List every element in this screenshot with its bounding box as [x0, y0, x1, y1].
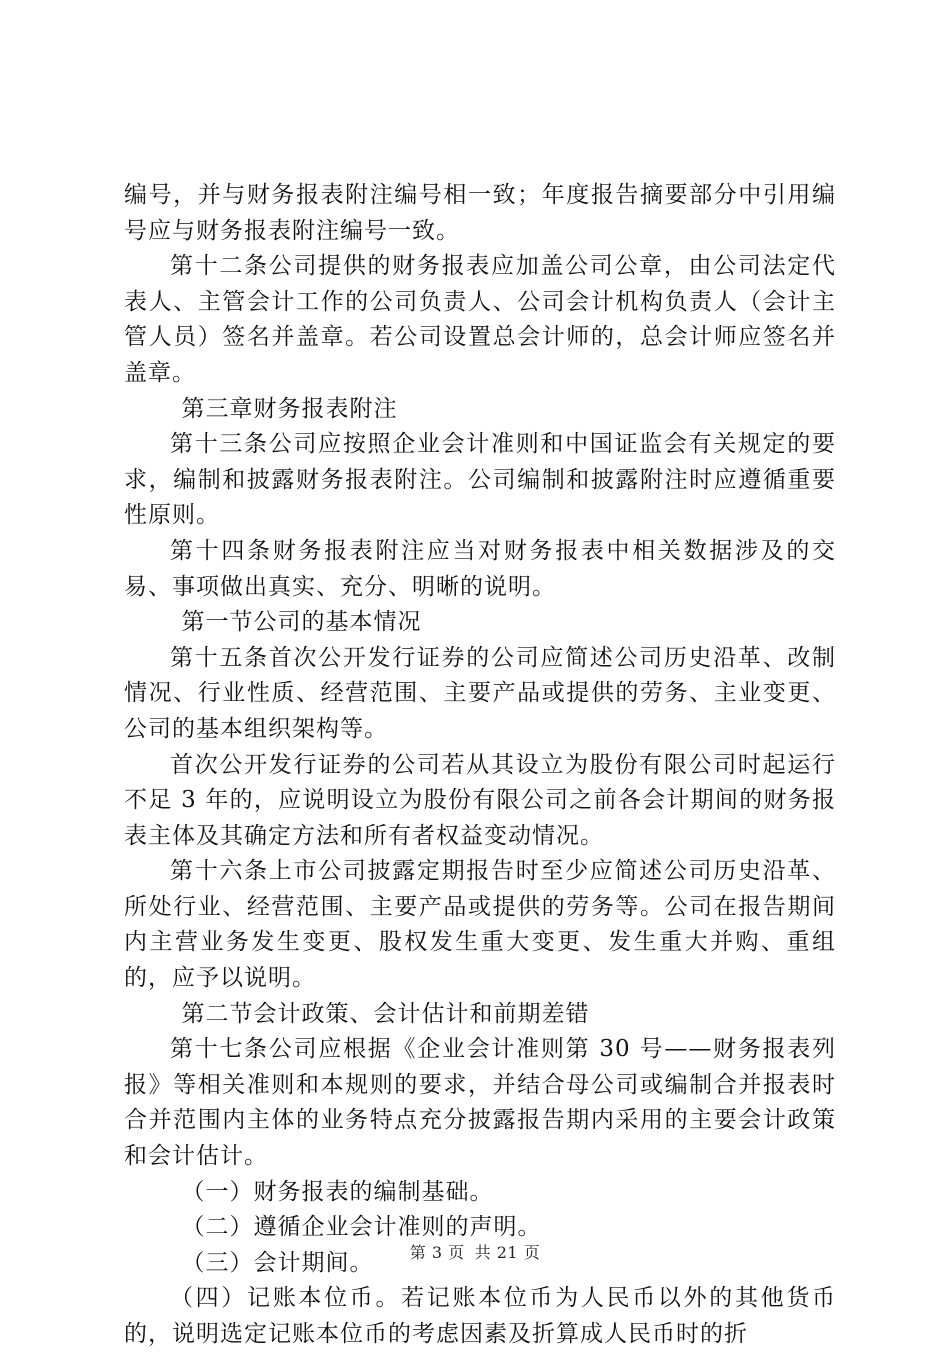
paragraph-ipo-note: 首次公开发行证券的公司若从其设立为股份有限公司时起运行不足 3 年的，应说明设立为股份有限公司之前各会计期间的财务报表主体及其确定方法和所有者权益变动情况。 [124, 751, 836, 849]
paragraph-article-14: 第十四条财务报表附注应当对财务报表中相关数据涉及的交易、事项做出真实、充分、明晰的说明。 [124, 537, 836, 600]
paragraph-article-13: 第十三条公司应按照企业会计准则和中国证监会有关规定的要求，编制和披露财务报表附注。公司编制和披露附注时应遵循重要性原则。 [124, 431, 836, 529]
section-heading-2: 第二节会计政策、会计估计和前期差错 [181, 1000, 590, 1027]
document-body [124, 178, 836, 1353]
list-item-1: （一）财务报表的编制基础。 [181, 1178, 494, 1205]
list-item-3: （三）会计期间。 [181, 1249, 374, 1276]
section-heading-1: 第一节公司的基本情况 [181, 609, 422, 636]
paragraph-article-15: 第十五条首次公开发行证券的公司应简述公司历史沿革、改制情况、行业性质、经营范围、主要产品或提供的劳务、主业变更、公司的基本组织架构等。 [124, 644, 836, 742]
page-total: 共 21 页 [474, 1243, 541, 1262]
paragraph-article-12: 第十二条公司提供的财务报表应加盖公司公章，由公司法定代表人、主管会计工作的公司负责人、公司会计机构负责人（会计主管人员）签名并盖章。若公司设置总会计师的，总会计师应签名并盖章。 [124, 253, 836, 386]
page-footer [0, 1243, 950, 1263]
paragraph-continuation: 编号，并与财务报表附注编号相一致；年度报告摘要部分中引用编号应与财务报表附注编号一致。 [124, 182, 836, 244]
list-item-4: （四）记账本位币。若记账本位币为人民币以外的其他货币的，说明选定记账本位币的考虑因素及折算成人民币时的折 [124, 1285, 836, 1347]
list-item-2: （二）遵循企业会计准则的声明。 [181, 1214, 542, 1241]
chapter-heading-3: 第三章财务报表附注 [181, 395, 398, 422]
paragraph-article-16: 第十六条上市公司披露定期报告时至少应简述公司历史沿革、所处行业、经营范围、主要产品或提供的劳务等。公司在报告期间内主营业务发生变更、股权发生重大变更、发生重大并购、重组的，应予以说明。 [124, 858, 836, 992]
page-number: 第 3 页 [409, 1243, 465, 1262]
paragraph-article-17: 第十七条公司应根据《企业会计准则第 30 号——财务报表列报》等相关准则和本规则的要求，并结合母公司或编制合并报表时合并范围内主体的业务特点充分披露报告期内采用的主要会计政策和会计估计。 [124, 1036, 836, 1170]
